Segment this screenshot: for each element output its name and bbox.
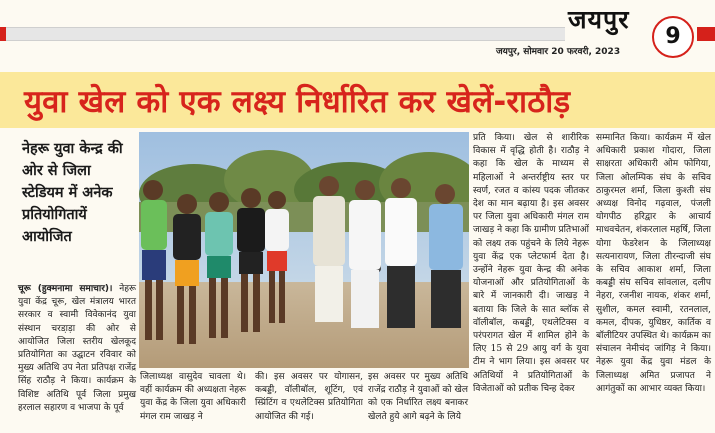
- article-column-4: सम्मानित किया। कार्यक्रम में खेल अधिकारी प्रकाश गोदारा, जिला साक्षरता अधिकारी ओम फोगिया, जिला ओलम्पिक संघ के सचिव ठाकुरमल शर्मा, जिला कुश्ती संघ अध्यक्ष विनोद गढ़वाल, पंजली योगपीठ हरिद्वार के आचार्य माधवचेतन, शंकरलाल महर्षि, जिला योगा फेडरेशन के जिलाध्यक्ष सत्यनारायण, जिला तीरन्दाजी संघ के सचिव आकाश शर्मा, जिला कबड्डी संघ सचिव सांवलाल, दलीप नेहरा, रजनीश नायक, शंकर शर्मा, सुशील, कमल स्वामी, रतनलाल, कमल, दीपक, युधिष्ठर, कार्तिक व बॉलीटियर उपस्थित थे। कार्यक्रम का संचालन नेमीचंद जांगिड़ ने किया। नेहरू युवा केंद्र युवा मंडल के जिलाध्यक्ष अमित प्रजापत ने आगंतुकों का आभार व्यक्त किया।: [596, 133, 711, 394]
- article-column-1-text: नेहरू युवा केंद्र चूरू, खेल मंत्रालय भारत सरकार व स्वामी विवेकानंद युवा संस्थान चरडा़ड़ा की ओर से आयोजित जिला स्तरीय खेलकूद प्रतियोगिता का उद्घाटन रविवार को मुख्य अतिथि उप नेता प्रतिपक्ष राजेंद्र सिंह राठौड़ ने किया। कार्यक्रम के विशिष्ट अतिथि पूर्व जिला प्रमुख हरलाल सहारण व भाजपा के पूर्व: [18, 284, 136, 413]
- edition-dateline: जयपुर, सोमवार 20 फरवरी, 2023: [496, 47, 621, 57]
- masthead-rule-accent: [0, 27, 6, 41]
- event-photo: [139, 132, 469, 368]
- page-number: 9: [652, 16, 694, 58]
- masthead: [0, 0, 715, 62]
- masthead-rule: [0, 27, 565, 41]
- article-dateline-lead: चूरू (हुक्मनामा समाचार)।: [18, 284, 113, 294]
- article-bottom-column-2: की। इस अवसर पर योगासन, कबड्डी, वॉलीबॉल, शूटिंग, एवं स्प्रिंटिंग व एथलेटिक्स प्रतियोगिता आयोजित की गई।: [255, 372, 363, 422]
- article-bottom-column-1: जिलाध्यक्ष वासुदेव चावला थे। वहीं कार्यक्रम की अध्यक्षता नेहरू युवा केंद्र के जिला युवा अधिकारी मंगल राम जाखड़ ने: [140, 372, 246, 422]
- article-bottom-column-3: इस अवसर पर मुख्य अतिथि राजेंद्र राठौड़ ने युवाओं को खेल को एक निर्धारित लक्ष्य बनाकर खेलते हुये आगे बढ़ने के लिये: [368, 372, 468, 422]
- article-column-3: प्रति किया। खेल से शारीरिक विकास में वृद्धि होती है। राठौड़ ने कहा कि खेल के माध्यम से महिलाओं ने अन्तर्राष्ट्रीय स्तर पर स्वर्ण, रजत व कांस्य पदक जीतकर देश का मान बढ़ाया है। इस अवसर पर जिला युवा अधिकारी मंगल राम जाखड़ ने कहा कि ग्रामीण प्रतिभाओं को लक्ष्य तक पहुंचने के लिये नेहरू युवा केंद्र एक प्लेटफार्म देता है। उन्होंने नेहरू युवा केन्द्र की अनेक योजनाओं और प्रतियोगिताओं के बारे में जानकारी दी। जाखड़ ने बताया कि जिले के सात ब्लॉक से वॉलीबॉल, कबड्डी, एथलेटिक्स व परंपरागत खेल में शामिल होने के लिए 15 से 29 आयु वर्ग के युवा टीम ने भाग लिया। इस अवसर पर अतिथियों ने प्रतियोगिताओं के विजेताओं को प्रतीक चिन्ह देकर: [473, 133, 589, 394]
- article-subhead: नेहरू युवा केन्द्र की ओर से जिला स्टेडियम में अनेक प्रतियोगितायें आयोजित: [22, 141, 123, 245]
- masthead-rule-right: [697, 27, 715, 41]
- event-photo-illustration: [139, 132, 469, 368]
- article-column-1: [18, 283, 136, 415]
- article-headline: युवा खेल को एक लक्ष्य निर्धारित कर खेलें-राठौड़: [24, 84, 571, 120]
- edition-city: जयपुर: [568, 5, 630, 34]
